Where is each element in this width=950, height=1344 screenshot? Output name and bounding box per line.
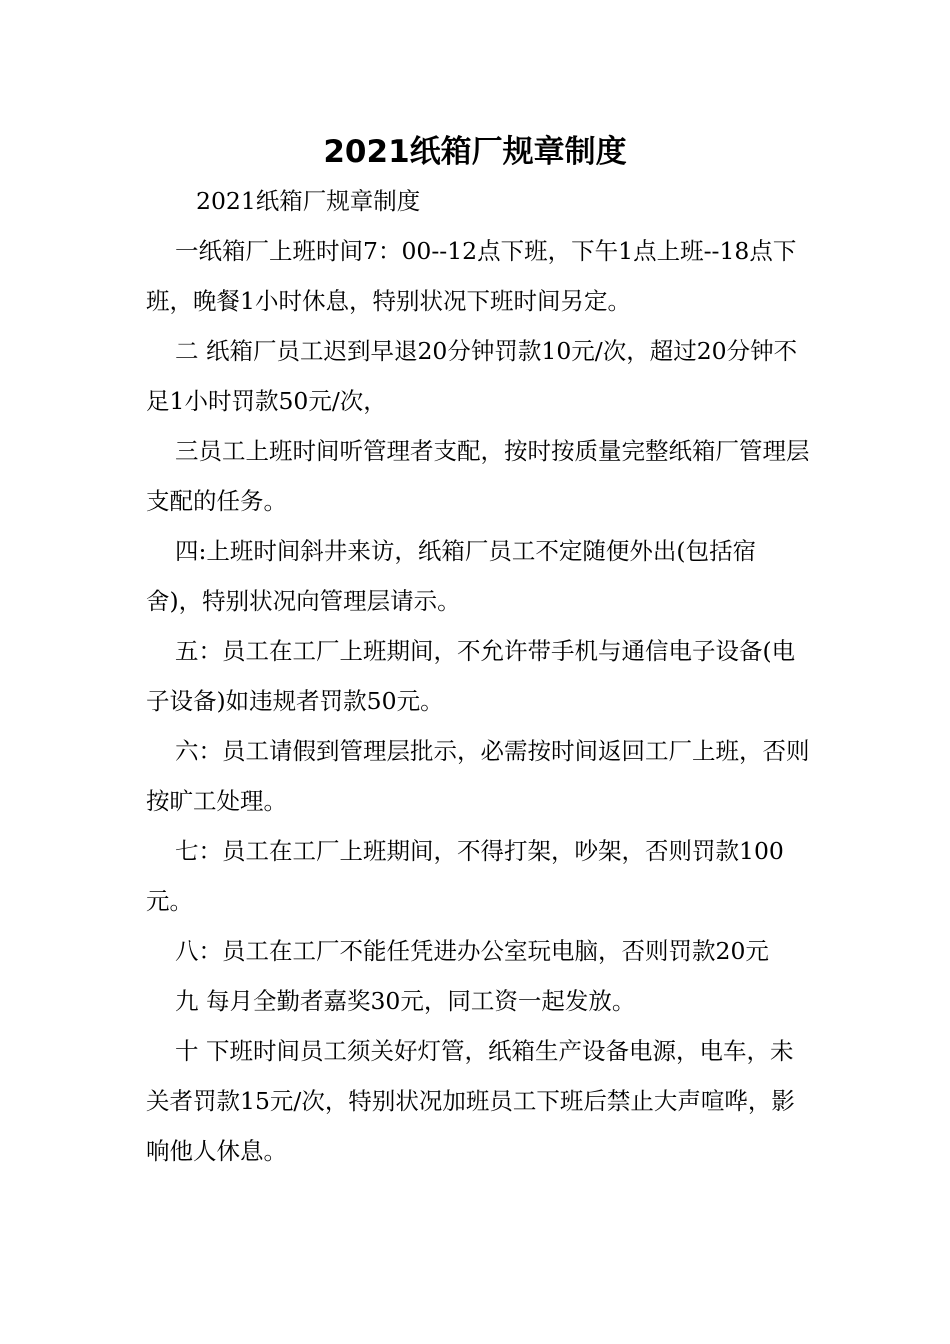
document-body (146, 176, 810, 1176)
document-subtitle: 2021纸箱厂规章制度 (196, 187, 421, 215)
rule-6-leave-request: 六：员工请假到管理层批示，必需按时间返回工厂上班，否则按旷工处理。 (146, 737, 810, 815)
rule-9-attendance-bonus: 九 每月全勤者嘉奖30元，同工资一起发放。 (175, 987, 636, 1015)
rule-8-office-computers: 八：员工在工厂不能任凭进办公室玩电脑，否则罚款20元 (175, 937, 769, 965)
rule-5-phone-ban: 五：员工在工厂上班期间，不允许带手机与通信电子设备(电子设备)如违规者罚款50元。 (146, 637, 796, 715)
rule-1-working-hours: 一纸箱厂上班时间7：00--12点下班，下午1点上班--18点下班，晚餐1小时休息，特别状况下班时间另定。 (146, 237, 797, 315)
rule-4-going-out: 四:上班时间斜井来访，纸箱厂员工不定随便外出(包括宿舍)，特别状况向管理层请示。 (146, 537, 757, 615)
rule-7-no-fighting: 七：员工在工厂上班期间，不得打架，吵架，否则罚款100元。 (146, 837, 784, 915)
document-title: 2021纸箱厂规章制度 (323, 134, 627, 170)
rule-2-lateness-penalty: 二 纸箱厂员工迟到早退20分钟罚款10元/次，超过20分钟不足1小时罚款50元/次， (146, 337, 798, 415)
rule-10-power-off: 十 下班时间员工须关好灯管，纸箱生产设备电源，电车，未关者罚款15元/次，特别状况加班员工下班后禁止大声喧哗，影响他人休息。 (146, 1037, 795, 1165)
rule-3-management-assignment: 三员工上班时间听管理者支配，按时按质量完整纸箱厂管理层支配的任务。 (146, 437, 810, 515)
